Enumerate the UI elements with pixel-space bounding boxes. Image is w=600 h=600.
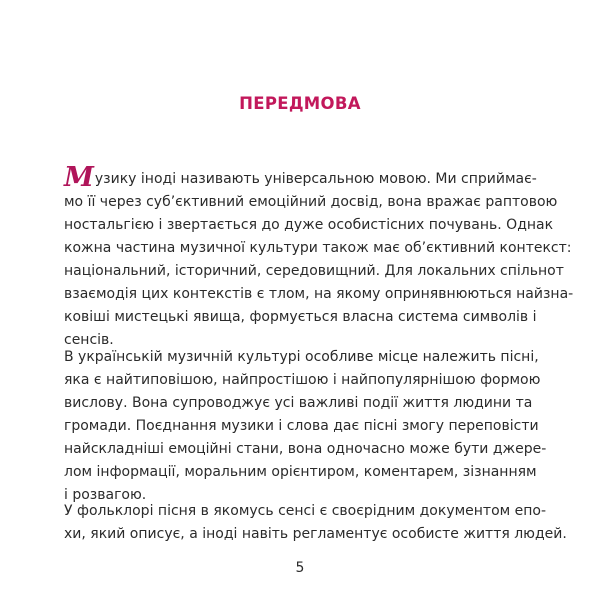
text-line: сенсів. xyxy=(64,332,114,348)
text-line: кожна частина музичної культури також має об’єктивний контекст: xyxy=(64,240,572,256)
text-line: мо її через суб’єктивний емоційний досвід, вона вражає раптовою xyxy=(64,194,558,210)
text-line: національний, історичний, середовищний. Для локальних спільнот xyxy=(64,263,564,279)
text-line: ковіші мистецькі явища, формується власна система символів і xyxy=(64,309,537,325)
text-line: громади. Поєднання музики і слова дає пісні змогу переповісти xyxy=(64,418,539,434)
text-line: вислову. Вона супроводжує усі важливі події життя людини та xyxy=(64,395,533,411)
paragraph-3 xyxy=(64,500,567,546)
text-line: взаємодія цих контекстів є тлом, на якому опринявнюються найзна- xyxy=(64,286,574,302)
text-line xyxy=(64,162,537,193)
text-line: найскладніші емоційні стани, вона одночасно може бути джере- xyxy=(64,441,547,457)
text-line: ностальгією і звертається до дуже особистісних почувань. Однак xyxy=(64,217,554,233)
page-number: 5 xyxy=(295,560,305,576)
text-line: і розвагою. xyxy=(64,487,147,503)
text-line-content: узику іноді називають універсальною мовою. Ми сприймає- xyxy=(94,171,537,187)
text-line: В українській музичній культурі особливе місце належить пісні, xyxy=(64,349,539,365)
chapter-heading: ПЕРЕДМОВА xyxy=(239,94,361,113)
text-line: хи, який описує, а іноді навіть регламентує особисте життя людей. xyxy=(64,526,567,542)
text-line: яка є найтиповішою, найпростішою і найпопулярнішою формою xyxy=(64,372,541,388)
drop-cap-letter: М xyxy=(64,162,94,193)
paragraph-1 xyxy=(64,162,574,352)
paragraph-2 xyxy=(64,346,547,507)
text-line: У фольклорі пісня в якомусь сенсі є своєрідним документом епо- xyxy=(64,503,547,519)
text-line: лом інформації, моральним орієнтиром, коментарем, зізнанням xyxy=(64,464,537,480)
